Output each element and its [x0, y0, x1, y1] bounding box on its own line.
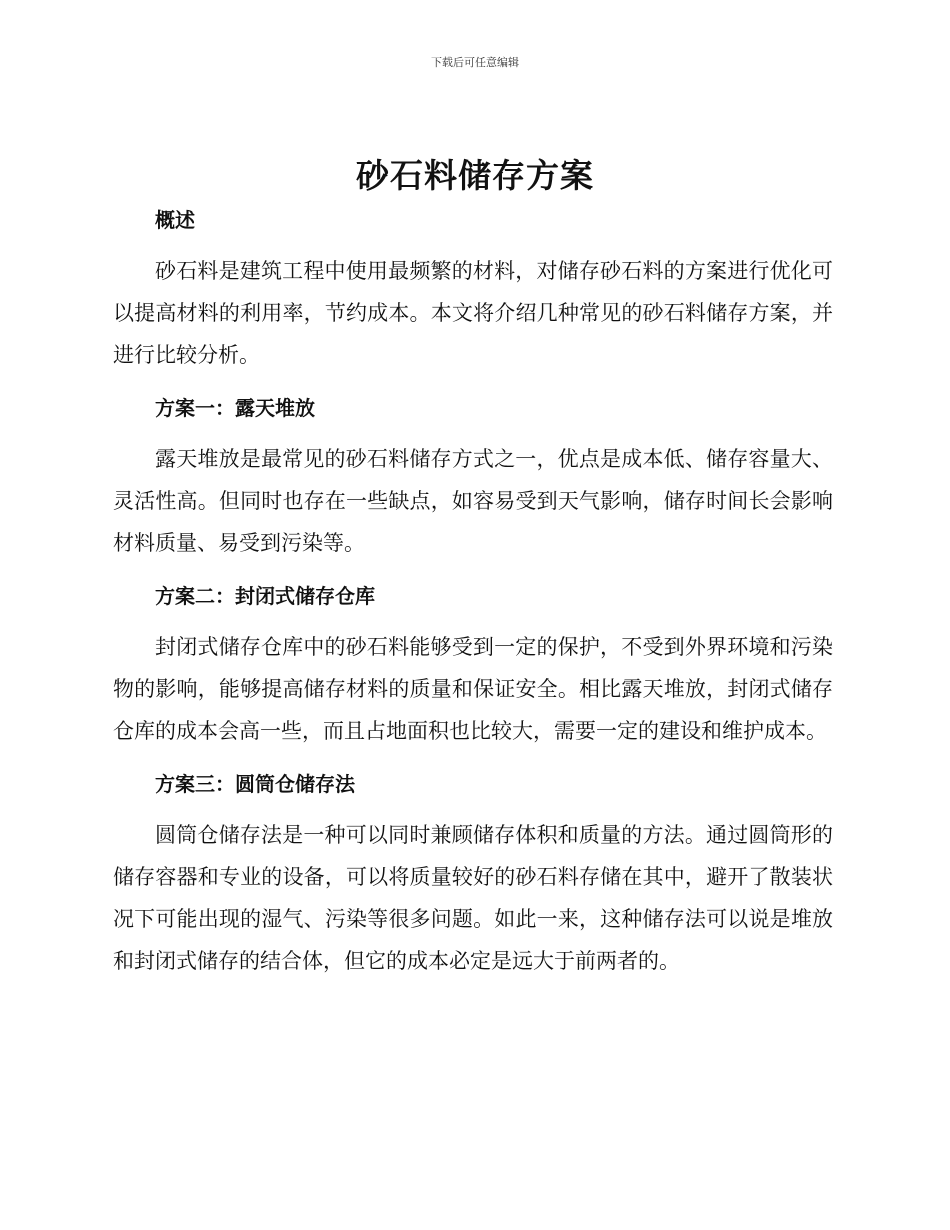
section-heading-overview: 概述 — [155, 208, 195, 232]
section-paragraph-overview: 砂石料是建筑工程中使用最频繁的材料，对储存砂石料的方案进行优化可以提高材料的利用率，节约成本。本文将介绍几种常见的砂石料储存方案，并进行比较分析。 — [113, 259, 833, 367]
section-heading-plan-1: 方案一：露天堆放 — [155, 396, 315, 420]
section-paragraph-plan-2: 封闭式储存仓库中的砂石料能够受到一定的保护，不受到外界环境和污染物的影响，能够提高储存材料的质量和保证安全。相比露天堆放，封闭式储存仓库的成本会高一些，而且占地面积也比较大，需要一定的建设和维护成本。 — [113, 635, 833, 743]
document-body — [113, 200, 833, 982]
section-paragraph-plan-3: 圆筒仓储存法是一种可以同时兼顾储存体积和质量的方法。通过圆筒形的储存容器和专业的设备，可以将质量较好的砂石料存储在其中，避开了散装状况下可能出现的湿气、污染等很多问题。如此一来，这种储存法可以说是堆放和封闭式储存的结合体，但它的成本必定是远大于前两者的。 — [113, 823, 833, 973]
page-header-note: 下载后可任意编辑 — [431, 56, 519, 69]
section-paragraph-plan-1: 露天堆放是最常见的砂石料储存方式之一，优点是成本低、储存容量大、灵活性高。但同时也存在一些缺点，如容易受到天气影响，储存时间长会影响材料质量、易受到污染等。 — [113, 447, 833, 555]
section-heading-plan-3: 方案三：圆筒仓储存法 — [155, 772, 355, 796]
document-title: 砂石料储存方案 — [356, 156, 594, 195]
section-heading-plan-2: 方案二：封闭式储存仓库 — [155, 584, 375, 608]
